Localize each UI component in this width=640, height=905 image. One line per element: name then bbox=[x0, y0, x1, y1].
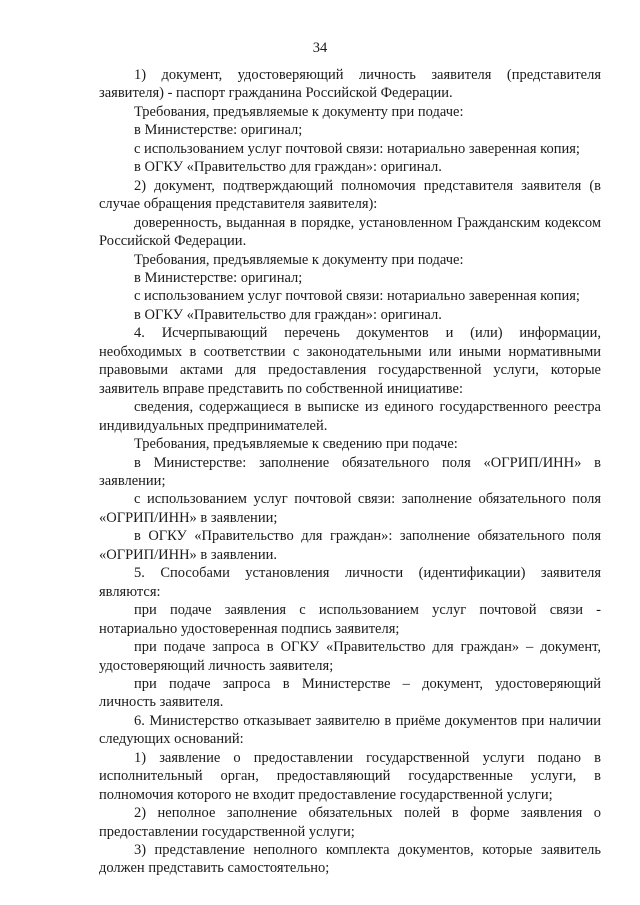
paragraph: Требования, предъявляемые к сведению при подаче: bbox=[134, 436, 458, 453]
paragraph: с использованием услуг почтовой связи: нотариально заверенная копия; bbox=[134, 140, 580, 157]
paragraph: доверенность, выданная в порядке, установленном Гражданским кодексом Российской Федерации. bbox=[99, 214, 601, 250]
paragraph: с использованием услуг почтовой связи: заполнение обязательного поля «ОГРИП/ИНН» в заявлении; bbox=[99, 491, 601, 526]
paragraph: Требования, предъявляемые к документу при подаче: bbox=[134, 251, 464, 268]
paragraph: 3) представление неполного комплекта документов, которые заявитель должен представить самостоятельно; bbox=[99, 842, 601, 877]
paragraph: 2) неполное заполнение обязательных полей в форме заявления о предоставлении государственной услуги; bbox=[99, 805, 601, 840]
paragraph: в ОГКУ «Правительство для граждан»: оригинал. bbox=[134, 159, 442, 176]
paragraph: в Министерстве: заполнение обязательного поля «ОГРИП/ИНН» в заявлении; bbox=[99, 454, 601, 489]
paragraph: при подаче запроса в ОГКУ «Правительство для граждан» – документ, удостоверяющий личность заявителя; bbox=[99, 639, 601, 674]
paragraph: с использованием услуг почтовой связи: нотариально заверенная копия; bbox=[134, 288, 580, 305]
paragraph: при подаче запроса в Министерстве – документ, удостоверяющий личность заявителя. bbox=[99, 675, 601, 711]
paragraph: в Министерстве: оригинал; bbox=[134, 122, 303, 139]
paragraph: в Министерстве: оригинал; bbox=[134, 269, 303, 286]
paragraph: 1) заявление о предоставлении государственной услуги подано в исполнительный орган, предоставляющий государственные услуги, в полномочия которого не входит предоставление государственной услуги; bbox=[99, 749, 601, 803]
paragraph: 6. Министерство отказывает заявителю в приёме документов при наличии следующих оснований: bbox=[99, 712, 601, 748]
paragraph: 4. Исчерпывающий перечень документов и (или) информации, необходимых в соответствии с законодательными или иными нормативными правовыми актами для предоставления государственной услуги, которые заявитель вправе представить по собственной инициативе: bbox=[99, 325, 601, 397]
paragraph: сведения, содержащиеся в выписке из единого государственного реестра индивидуальных предпринимателей. bbox=[99, 399, 601, 434]
paragraph: 5. Способами установления личности (идентификации) заявителя являются: bbox=[99, 565, 601, 600]
paragraph: в ОГКУ «Правительство для граждан»: оригинал. bbox=[134, 306, 442, 323]
paragraph: Требования, предъявляемые к документу при подаче: bbox=[134, 103, 464, 120]
page-number: 34 bbox=[312, 40, 328, 56]
paragraph: в ОГКУ «Правительство для граждан»: заполнение обязательного поля «ОГРИП/ИНН» в заявлении. bbox=[99, 528, 601, 563]
paragraph: 1) документ, удостоверяющий личность заявителя (представителя заявителя) - паспорт гражданина Российской Федерации. bbox=[99, 67, 601, 102]
document-body bbox=[99, 66, 601, 878]
paragraph: 2) документ, подтверждающий полномочия представителя заявителя (в случае обращения представителя заявителя): bbox=[99, 177, 601, 213]
paragraph: при подаче заявления с использованием услуг почтовой связи - нотариально удостоверенная подпись заявителя; bbox=[99, 602, 601, 637]
